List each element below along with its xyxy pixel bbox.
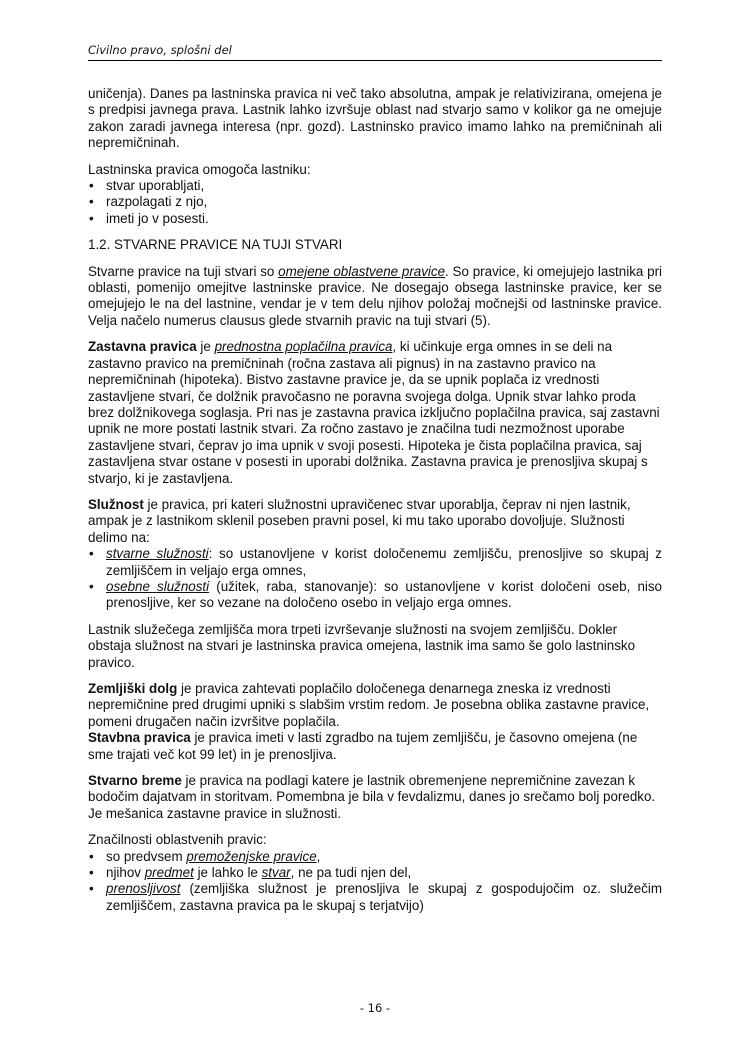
list-intro-ownership: Lastninska pravica omogoča lastniku: [88,161,311,177]
emphasis-term: stvarne služnosti [106,546,209,562]
list-item: • razpolagati z njo, [88,194,662,210]
list-item: • stvar uporabljati, [88,178,662,194]
text: , ne pa tudi njen del, [290,865,412,881]
defined-term: Stvarno breme [88,773,182,789]
text: je lahko le [193,865,262,881]
text: je pravica na podlagi katere je lastnik obremenjene nepremičnine zavezan k bodočim dajatvam in storitvam. Pomembna je bila v fevdalizmu, danes jo srečamo bolj poredko. Je mešanica zastavne pravice in služnosti. [88,773,656,821]
paragraph-servitude [88,497,662,546]
text: je [196,339,215,355]
text: . So pravice, ki omejujejo lastnika pri oblasti, pomenijo omejitve lastninske pravice. Ne dosegajo obsega lastninske pravice, ker se omejujejo le na del lastnine, vendar je v tem delu njihov položaj močnejši od lastninske pravice. Velja načelo numerus clausus glede stvarnih pravic na tuji stvari (5). [88,263,662,328]
section-heading: 1.2. STVARNE PRAVICE NA TUJI STVARI [88,237,343,253]
list-intro-characteristics: Značilnosti oblastvenih pravic: [88,832,267,848]
list-item [88,865,662,881]
paragraph-building-right [88,730,662,763]
text: je pravica imeti v lasti zgradbo na tujem zemljišču, je časovno omejena (ne sme trajati več kot 99 let) in je prenosljiva. [88,730,638,762]
text: : so ustanovljene v korist določenemu zemljišču, prenosljive so skupaj z zemljiščem in veljajo erga omnes, [106,546,662,578]
emphasis-term: prednostna poplačilna pravica [214,339,393,355]
document-body [88,86,662,924]
characteristics-list [88,849,662,915]
text: Stvarne pravice na tuji stvari so [88,263,279,279]
paragraph-ownership-relativized: uničenja). Danes pa lastninska pravica ni več tako absolutna, ampak je relativizirana, omejena je s predpisi javnega prava. Lastnik lahko izvršuje oblast nad stvarjo samo v kolikor ga ne omejuje zakon zaradi javnega interesa (npr. gozd). Lastninsko pravico imamo lahko na premičninah ali nepremičninah. [88,86,662,151]
text: je pravica zahtevati poplačilo določenega denarnega zneska iz vrednosti nepremičnine pred drugimi upniki s slabšim vrstim redom. Je posebna oblika zastavne pravice, pomeni drugačen način izvršitve poplačila. [88,681,650,729]
emphasis-term: premoženjske pravice [186,848,317,864]
list-item [88,546,662,579]
defined-term: Stavbna pravica [88,730,191,746]
list-item: • imeti jo v posesti. [88,211,662,227]
servitude-types-list [88,546,662,612]
text: njihov [106,865,145,881]
running-header: Civilno pravo, splošni del [88,43,662,61]
list-item [88,849,662,865]
text: so predvsem [106,848,187,864]
list-item [88,881,662,914]
text: (užitek, raba, stanovanje): so ustanovljene v korist določeni oseb, niso prenosljive, ker so vezane na določeno osebo in veljajo erga omnes. [106,578,663,611]
page-number: - 16 - [359,1001,391,1015]
defined-term: Zemljiški dolg [88,681,178,696]
text: (zemljiška služnost je prenosljiva le skupaj z gospodujočim oz. služečim zemljiščem, zastavna pravica pa le skupaj s terjatvijo) [106,881,662,913]
defined-term: Zastavna pravica [88,339,197,355]
paragraph-land-debt [88,681,662,730]
list-item [88,579,662,612]
emphasis-term: prenosljivost [106,881,181,897]
text: je pravica, pri kateri služnostni upravičenec stvar uporablja, čeprav ni njen lastnik, ampak je z lastnikom sklenil poseben pravni posel, ki mu tako uporabo dovoljuje. Služnosti delimo na: [88,496,631,545]
text: , ki učinkuje erga omnes in se deli na zastavno pravico na premičninah (ročna zastava ali pignus) in na zastavno pravico na nepremičninah (hipoteka). Bistvo zastavne pravice je, da se upnik poplača iz vrednosti zastavljene stvari, če dolžnik pravočasno ne poravna svojega dolga. Upnik stvar lahko proda brez dolžnikovega soglasja. Pri nas je zastavna pravica izključno poplačilna pravica, saj zastavni upnik ne more postati lastnik stvari. Za ročno zastavo je značilna tudi nezmožnost uporabe zastavljene stvari, čeprav jo ima upnik v svoji posesti. Hipoteka je čista poplačilna pravica, saj zastavljena stvar ostane v posesti in uporabi dolžnika. Zastavna pravica je prenosljiva skupaj s stvarjo, ki je zastavljena. [88,339,660,486]
paragraph-servient-land: Lastnik služečega zemljišča mora trpeti izvrševanje služnosti na svojem zemljišču. Dokler obstaja služnost na stvari je lastninska pravica omejena, lastnik ima samo še golo lastninsko pravico. [88,621,636,670]
ownership-rights-list [88,178,662,227]
paragraph-real-burden [88,773,662,822]
paragraph-rights-on-foreign-things [88,264,662,330]
text: , [316,848,321,864]
emphasis-term: osebne služnosti [106,578,210,594]
emphasis-term: stvar [261,865,291,881]
emphasis-term: predmet [144,865,194,881]
defined-term: Služnost [88,496,144,512]
emphasis-term: omejene oblastvene pravice [278,263,446,279]
paragraph-pledge-right [88,339,662,487]
